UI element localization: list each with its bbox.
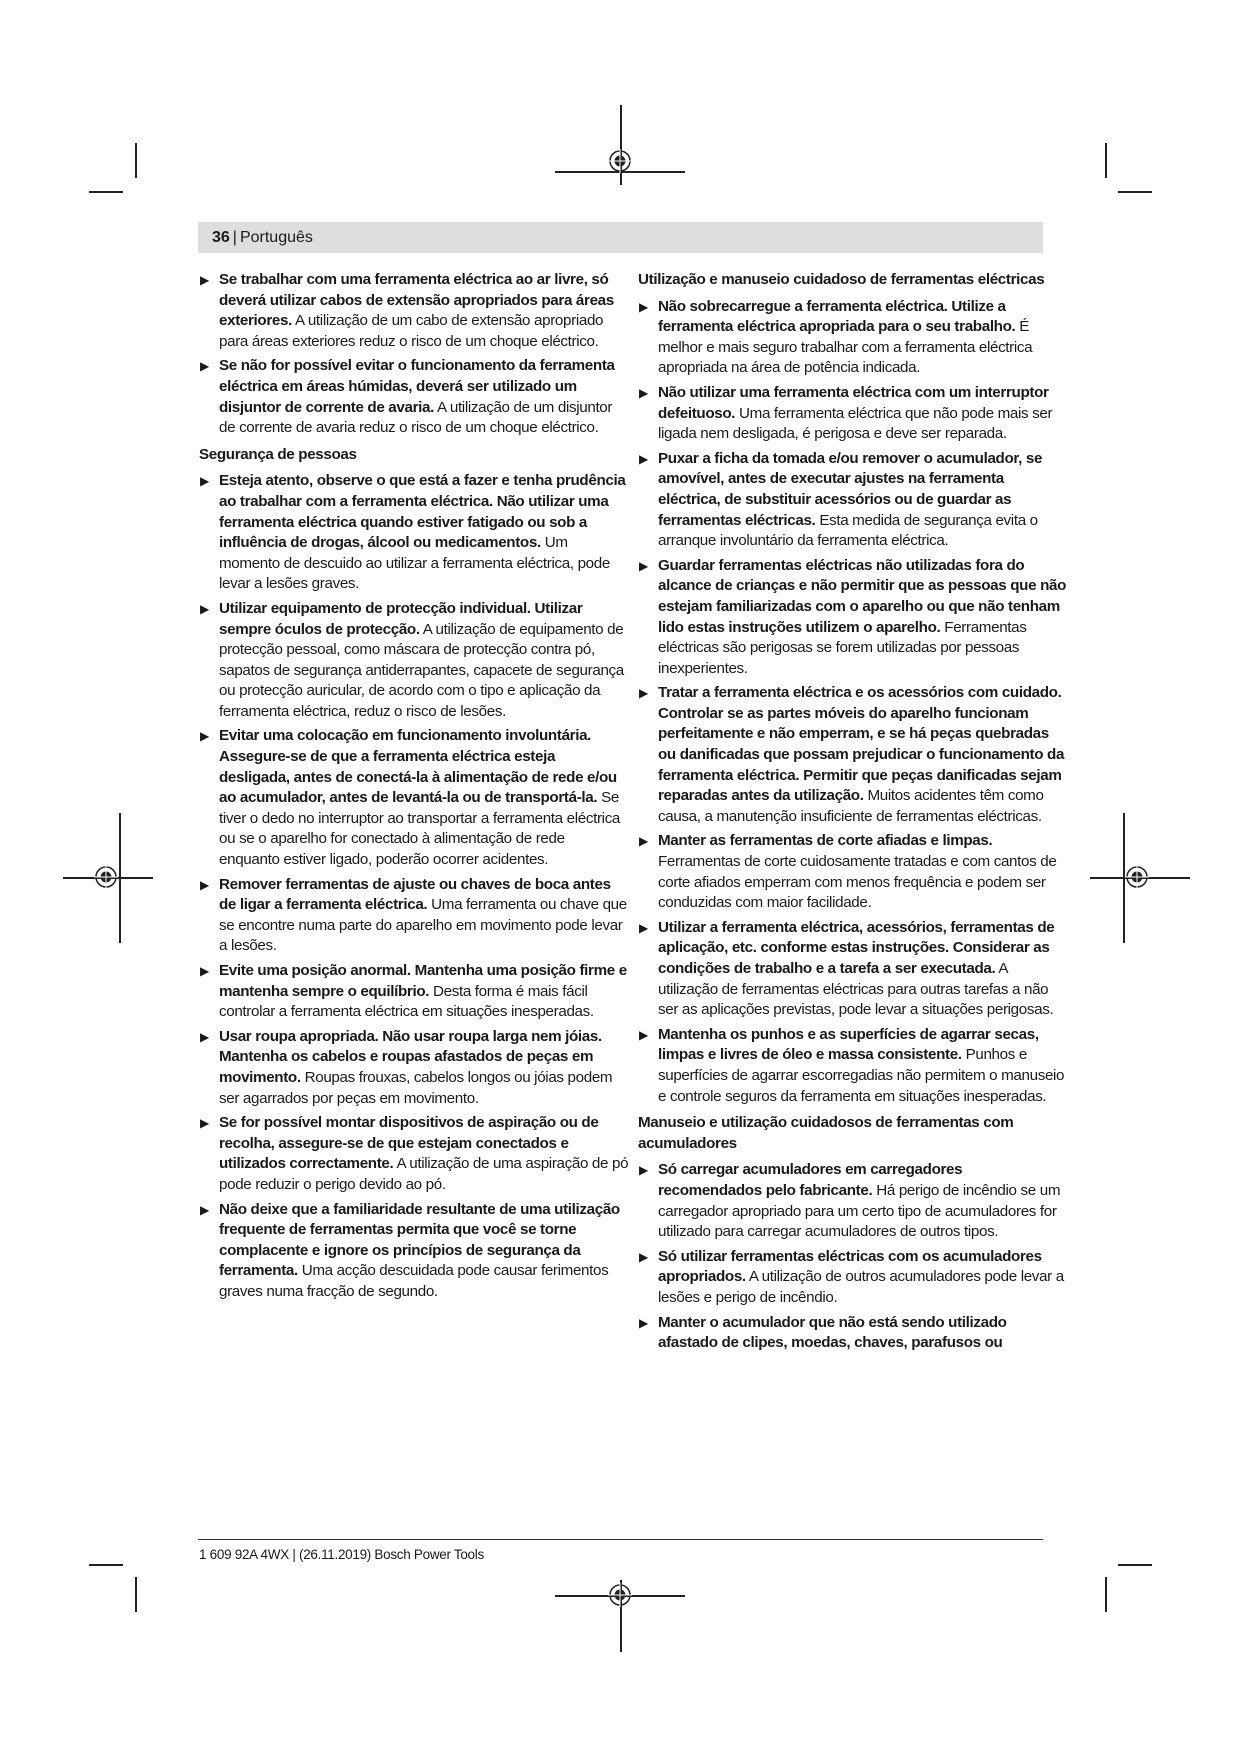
- item-body-text: A utilização de um disjuntor de corrente de avaria reduz o risco de um choque eléctrico.: [219, 398, 613, 437]
- header-bar: [198, 222, 1043, 253]
- item-bold-text: Remover ferramentas de ajuste ou chaves de boca antes de ligar a ferramenta eléctrica.: [219, 875, 611, 914]
- item-body-text: A utilização de outros acumuladores pode levar a lesões e perigo de incêndio.: [658, 1268, 1064, 1306]
- header-language: Português: [239, 229, 313, 246]
- triangle-bullet-icon: ▶: [639, 1027, 648, 1042]
- item-body-text: Ferramentas de corte cuidosamente tratadas e com cantos de corte afiados emperram com menos frequência e podem ser conduzidas com maior facilidade.: [658, 853, 1057, 912]
- item-body-text: Muitos acidentes têm como causa, a manutenção insuficiente de ferramentas eléctricas.: [658, 787, 1044, 825]
- list-item: [199, 1027, 629, 1109]
- list-item: [638, 831, 1068, 913]
- section-heading: Utilização e manuseio cuidadoso de ferramentas eléctricas: [638, 271, 1045, 288]
- item-body-text: Punhos e superfícies de agarrar escorregadias não permitem o manuseio e controle seguros da ferramenta em situações inesperadas.: [658, 1046, 1065, 1105]
- header-separator: |: [232, 229, 237, 246]
- item-body-text: Esta medida de segurança evita o arranque involuntário da ferramenta eléctrica.: [658, 511, 1038, 550]
- registration-mark-icon: [1124, 864, 1150, 890]
- item-bold-text: Só utilizar ferramentas eléctricas com os acumuladores apropriados.: [658, 1247, 1042, 1286]
- item-body-text: Uma ferramenta eléctrica que não pode mais ser ligada nem desligada, é perigosa e deve ser reparada.: [658, 404, 1053, 443]
- item-bold-text: Puxar a ficha da tomada e/ou remover o acumulador, se amovível, antes de executar ajustes na ferramenta eléctrica, de substituir acessórios ou de guardar as ferramentas eléctricas.: [658, 449, 1043, 529]
- triangle-bullet-icon: ▶: [200, 601, 209, 616]
- item-bold-text: Mantenha os punhos e as superfícies de agarrar secas, limpas e livres de óleo e massa consistente.: [658, 1025, 1039, 1064]
- item-bold-text: Se for possível montar dispositivos de aspiração ou de recolha, assegure-se de que estejam conectados e utilizados correctamente.: [219, 1114, 599, 1173]
- triangle-bullet-icon: ▶: [200, 1202, 209, 1217]
- triangle-bullet-icon: ▶: [639, 1315, 648, 1330]
- crop-mark: [1118, 1564, 1152, 1566]
- list-item: [638, 1025, 1068, 1107]
- list-item: [199, 1200, 629, 1303]
- item-bold-text: Não utilizar uma ferramenta eléctrica com um interruptor defeituoso.: [658, 383, 1049, 422]
- list-item: [638, 449, 1068, 552]
- registration-mark-icon: [607, 148, 633, 174]
- list-item: [199, 471, 629, 595]
- item-body-text: A utilização de equipamento de protecção pessoal, como máscara de protecção contra pó, sapatos de segurança antiderrapantes, capacete de segurança ou protecção auricular, de acordo com o tipo e aplicação da ferramenta eléctrica, reduz o risco de lesões.: [219, 620, 624, 720]
- item-bold-text: Manter o acumulador que não está sendo utilizado afastado de clipes, moedas, chaves, parafusos ou: [658, 1313, 1007, 1352]
- triangle-bullet-icon: ▶: [200, 474, 209, 489]
- item-body-text: A utilização de um cabo de extensão apropriado para áreas exteriores reduz o risco de um choque eléctrico.: [219, 312, 604, 350]
- triangle-bullet-icon: ▶: [639, 1163, 648, 1178]
- item-bold-text: Evite uma posição anormal. Mantenha uma posição firme e mantenha sempre o equilíbrio.: [219, 962, 627, 1000]
- item-body-text: Há perigo de incêndio se um carregador apropriado para um certo tipo de acumuladores for utilizado para carregar acumuladores de outros tipos.: [658, 1181, 1061, 1241]
- triangle-bullet-icon: ▶: [200, 964, 209, 978]
- list-item: [638, 683, 1068, 827]
- footer-rule: [198, 1539, 1043, 1540]
- item-bold-text: Esteja atento, observe o que está a fazer e tenha prudência ao trabalhar com a ferramenta eléctrica. Não utilizar uma ferramenta eléctrica quando estiver fatigado ou sob a influência de drogas, álcool ou medicamentos.: [219, 472, 626, 552]
- item-bold-text: Evitar uma colocação em funcionamento involuntária. Assegure-se de que a ferramenta eléctrica esteja desligada, antes de conectá-la à alimentação de rede e/ou ao acumulador, antes de levantá-la ou de transportá-la.: [219, 727, 617, 807]
- item-bold-text: Utilizar a ferramenta eléctrica, acessórios, ferramentas de aplicação, etc. conforme estas instruções. Considerar as condições de trabalho e a tarefa a ser executada.: [658, 918, 1055, 977]
- triangle-bullet-icon: ▶: [639, 1249, 648, 1264]
- crop-mark: [135, 1577, 137, 1612]
- list-item: [638, 918, 1068, 1021]
- registration-mark-icon: [607, 1582, 633, 1608]
- list-item: [199, 1113, 629, 1195]
- item-bold-text: Utilizar equipamento de protecção individual. Utilizar sempre óculos de protecção.: [219, 599, 583, 638]
- right-column: [638, 270, 1068, 1358]
- crop-mark: [135, 143, 137, 178]
- triangle-bullet-icon: ▶: [200, 1029, 209, 1044]
- item-body-text: Roupas frouxas, cabelos longos ou jóias podem ser agarrados por peças em movimento.: [219, 1068, 613, 1107]
- item-body-text: Se tiver o dedo no interruptor ao transportar a ferramenta eléctrica ou se o aparelho for conectado à alimentação de rede enquanto estiver ligado, poderão ocorrer acidentes.: [219, 789, 621, 869]
- item-body-text: A utilização de uma aspiração de pó pode reduzir o perigo devido ao pó.: [219, 1155, 629, 1193]
- triangle-bullet-icon: ▶: [200, 273, 209, 287]
- page-footer: 1 609 92A 4WX | (26.11.2019) Bosch Power Tools: [199, 1547, 484, 1562]
- crop-mark: [89, 191, 123, 193]
- item-bold-text: Se trabalhar com uma ferramenta eléctrica ao ar livre, só deverá utilizar cabos de extensão apropriados para áreas exteriores.: [219, 271, 614, 330]
- triangle-bullet-icon: ▶: [200, 877, 209, 892]
- registration-mark-icon: [93, 864, 119, 890]
- item-bold-text: Usar roupa apropriada. Não usar roupa larga nem jóias. Mantenha os cabelos e roupas afastados de peças em movimento.: [219, 1027, 602, 1086]
- item-bold-text: Manter as ferramentas de corte afiadas e limpas.: [658, 832, 993, 850]
- triangle-bullet-icon: ▶: [639, 385, 648, 400]
- list-item: [199, 356, 629, 438]
- item-body-text: É melhor e mais seguro trabalhar com a ferramenta eléctrica apropriada na área de potência indicada.: [658, 318, 1033, 377]
- triangle-bullet-icon: ▶: [639, 834, 648, 849]
- triangle-bullet-icon: ▶: [639, 451, 648, 466]
- triangle-bullet-icon: ▶: [639, 686, 648, 701]
- list-item: [638, 1160, 1068, 1242]
- list-item: [199, 875, 629, 957]
- triangle-bullet-icon: ▶: [200, 359, 209, 374]
- list-item: [638, 1247, 1068, 1309]
- left-column: [199, 270, 629, 1307]
- crop-mark: [1118, 191, 1152, 193]
- triangle-bullet-icon: ▶: [200, 729, 209, 744]
- triangle-bullet-icon: ▶: [639, 558, 648, 573]
- item-bold-text: Não sobrecarregue a ferramenta eléctrica. Utilize a ferramenta eléctrica apropriada para o seu trabalho.: [658, 297, 1016, 336]
- item-bold-text: Se não for possível evitar o funcionamento da ferramenta eléctrica em áreas húmidas, deverá ser utilizado um disjuntor de corrente de avaria.: [219, 357, 615, 416]
- list-item: [638, 383, 1068, 445]
- list-item: [199, 270, 629, 352]
- item-body-text: Uma acção descuidada pode causar ferimentos graves numa fracção de segundo.: [219, 1262, 609, 1300]
- crop-mark: [1105, 1577, 1107, 1612]
- list-item: [199, 961, 629, 1023]
- list-item: [638, 556, 1068, 680]
- crop-mark: [89, 1564, 123, 1566]
- list-item: [638, 297, 1068, 379]
- item-body-text: Uma ferramenta ou chave que se encontre numa parte do aparelho em movimento pode levar a lesões.: [219, 896, 627, 955]
- item-body-text: A utilização de ferramentas eléctricas para outras tarefas a não ser as aplicações previstas, pode levar a situações perigosas.: [658, 960, 1054, 1019]
- section-heading: Segurança de pessoas: [199, 445, 357, 463]
- item-bold-text: Tratar a ferramenta eléctrica e os acessórios com cuidado. Controlar se as partes móveis do aparelho funcionam perfeitamente e não emperram, e se há peças quebradas ou danificadas que possam prejudicar o funcionamento da ferramenta eléctrica. Permitir que peças danificadas sejam reparadas antes da utilização.: [658, 684, 1065, 805]
- item-bold-text: Guardar ferramentas eléctricas não utilizadas fora do alcance de crianças e não permitir que as pessoas que não estejam familiarizadas com o aparelho ou que não tenham lido estas instruções utilizem o aparelho.: [658, 556, 1067, 636]
- crop-mark: [1105, 143, 1107, 178]
- triangle-bullet-icon: ▶: [639, 299, 648, 314]
- page-header: [212, 229, 313, 247]
- list-item: [199, 599, 629, 723]
- item-bold-text: Só carregar acumuladores em carregadores recomendados pelo fabricante.: [658, 1161, 963, 1199]
- triangle-bullet-icon: ▶: [200, 1116, 209, 1131]
- item-body-text: Um momento de descuido ao utilizar a ferramenta eléctrica, pode levar a lesões graves.: [219, 534, 610, 593]
- list-item: [199, 726, 629, 870]
- page-number: 36: [212, 229, 230, 246]
- item-body-text: Desta forma é mais fácil controlar a ferramenta eléctrica em situações inesperadas.: [219, 982, 594, 1021]
- list-item: [638, 1313, 1068, 1354]
- section-heading: Manuseio e utilização cuidadosos de ferramentas com acumuladores: [638, 1114, 1014, 1152]
- item-bold-text: Não deixe que a familiaridade resultante de uma utilização frequente de ferramentas permita que você se torne complacente e ignore os princípios de segurança da ferramenta.: [219, 1200, 620, 1280]
- item-body-text: Ferramentas eléctricas são perigosas se forem utilizadas por pessoas inexperientes.: [658, 618, 1027, 677]
- triangle-bullet-icon: ▶: [639, 920, 648, 935]
